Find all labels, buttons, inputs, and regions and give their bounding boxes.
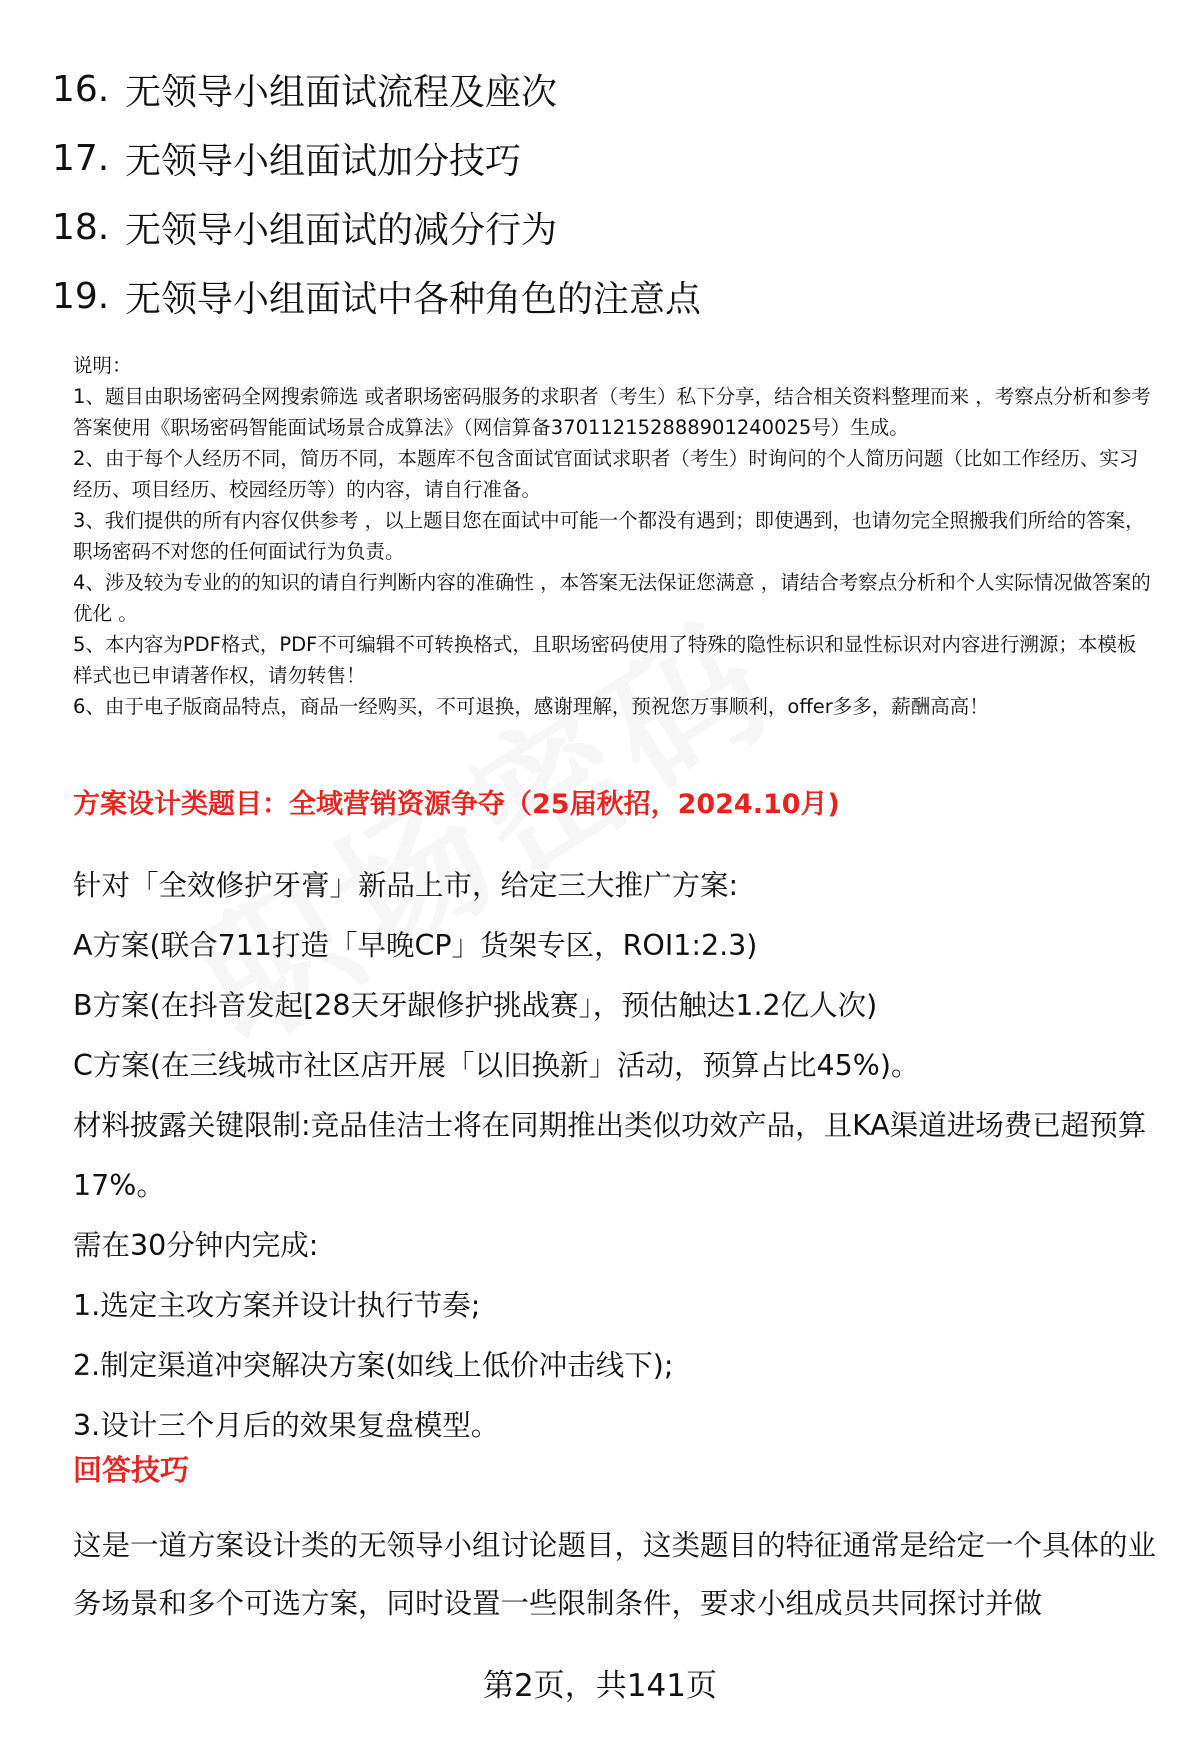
note-item-6: 6、由于电子版商品特点，商品一经购买，不可退换，感谢理解，预祝您万事顺利，offer多多，薪酬高高！ bbox=[73, 695, 989, 718]
toc-text: 无领导小组面试中各种角色的注意点 bbox=[125, 279, 702, 320]
toc-number: 16. bbox=[52, 69, 110, 110]
toc-number: 19. bbox=[52, 276, 110, 317]
table-of-contents bbox=[52, 55, 701, 331]
notes-heading: 说明： bbox=[73, 354, 132, 377]
note-item-3: 3、我们提供的所有内容仅供参考 ，以上题目您在面试中可能一个都没有遇到；即使遇到，也请勿完全照搬我们所给的答案，职场密码不对您的任何面试行为负责。 bbox=[73, 509, 1145, 563]
question-line: 1.选定主攻方案并设计执行节奏; bbox=[73, 1289, 481, 1322]
question-line: B方案(在抖音发起[28天牙龈修护挑战赛」，预估触达1.2亿人次) bbox=[73, 989, 878, 1022]
question-body bbox=[73, 856, 1153, 1456]
toc-item-18 bbox=[52, 193, 701, 262]
page-footer: 第2页，共141页 bbox=[483, 1668, 717, 1704]
question-line: 需在30分钟内完成: bbox=[73, 1229, 319, 1262]
toc-item-16 bbox=[52, 55, 701, 124]
note-item-1: 1、题目由职场密码全网搜索筛选 或者职场密码服务的求职者（考生）私下分享，结合相关资料整理而来 ，考察点分析和参考答案使用《职场密码智能面试场景合成算法》（网信算备370112152888901240025号）生成。 bbox=[73, 385, 1151, 439]
toc-text: 无领导小组面试加分技巧 bbox=[125, 141, 522, 182]
toc-item-19 bbox=[52, 262, 701, 331]
tips-title: 回答技巧 bbox=[73, 1453, 190, 1487]
question-line: 材料披露关键限制:竞品佳洁士将在同期推出类似功效产品，且KA渠道进场费已超预算17%。 bbox=[73, 1109, 1147, 1202]
note-item-5: 5、本内容为PDF格式，PDF不可编辑不可转换格式，且职场密码使用了特殊的隐性标识和显性标识对内容进行溯源；本模板样式也已申请著作权，请勿转售！ bbox=[73, 633, 1137, 687]
toc-text: 无领导小组面试的减分行为 bbox=[125, 210, 558, 251]
note-item-4: 4、涉及较为专业的的知识的请自行判断内容的准确性 ，本答案无法保证您满意 ，请结合考察点分析和个人实际情况做答案的优化 。 bbox=[73, 571, 1151, 625]
note-item-2: 2、由于每个人经历不同，简历不同，本题库不包含面试官面试求职者（考生）时询问的个人简历问题（比如工作经历、实习经历、项目经历、校园经历等）的内容，请自行准备。 bbox=[73, 447, 1139, 501]
section-title: 方案设计类题目：全域营销资源争夺（25届秋招，2024.10月) bbox=[73, 789, 840, 820]
tips-text: 这是一道方案设计类的无领导小组讨论题目，这类题目的特征通常是给定一个具体的业务场景和多个可选方案，同时设置一些限制条件，要求小组成员共同探讨并做 bbox=[73, 1529, 1157, 1620]
question-line: 3.设计三个月后的效果复盘模型。 bbox=[73, 1409, 500, 1442]
toc-item-17 bbox=[52, 124, 701, 193]
question-line: C方案(在三线城市社区店开展「以旧换新」活动，预算占比45%)。 bbox=[73, 1049, 920, 1082]
toc-number: 18. bbox=[52, 207, 110, 248]
question-line: 针对「全效修护牙膏」新品上市，给定三大推广方案: bbox=[73, 869, 739, 902]
question-line: 2.制定渠道冲突解决方案(如线上低价冲击线下); bbox=[73, 1349, 674, 1382]
notes-block bbox=[73, 350, 1151, 722]
toc-text: 无领导小组面试流程及座次 bbox=[125, 72, 558, 113]
question-line: A方案(联合711打造「早晚CP」货架专区，ROI1:2.3) bbox=[73, 929, 758, 962]
toc-number: 17. bbox=[52, 138, 110, 179]
